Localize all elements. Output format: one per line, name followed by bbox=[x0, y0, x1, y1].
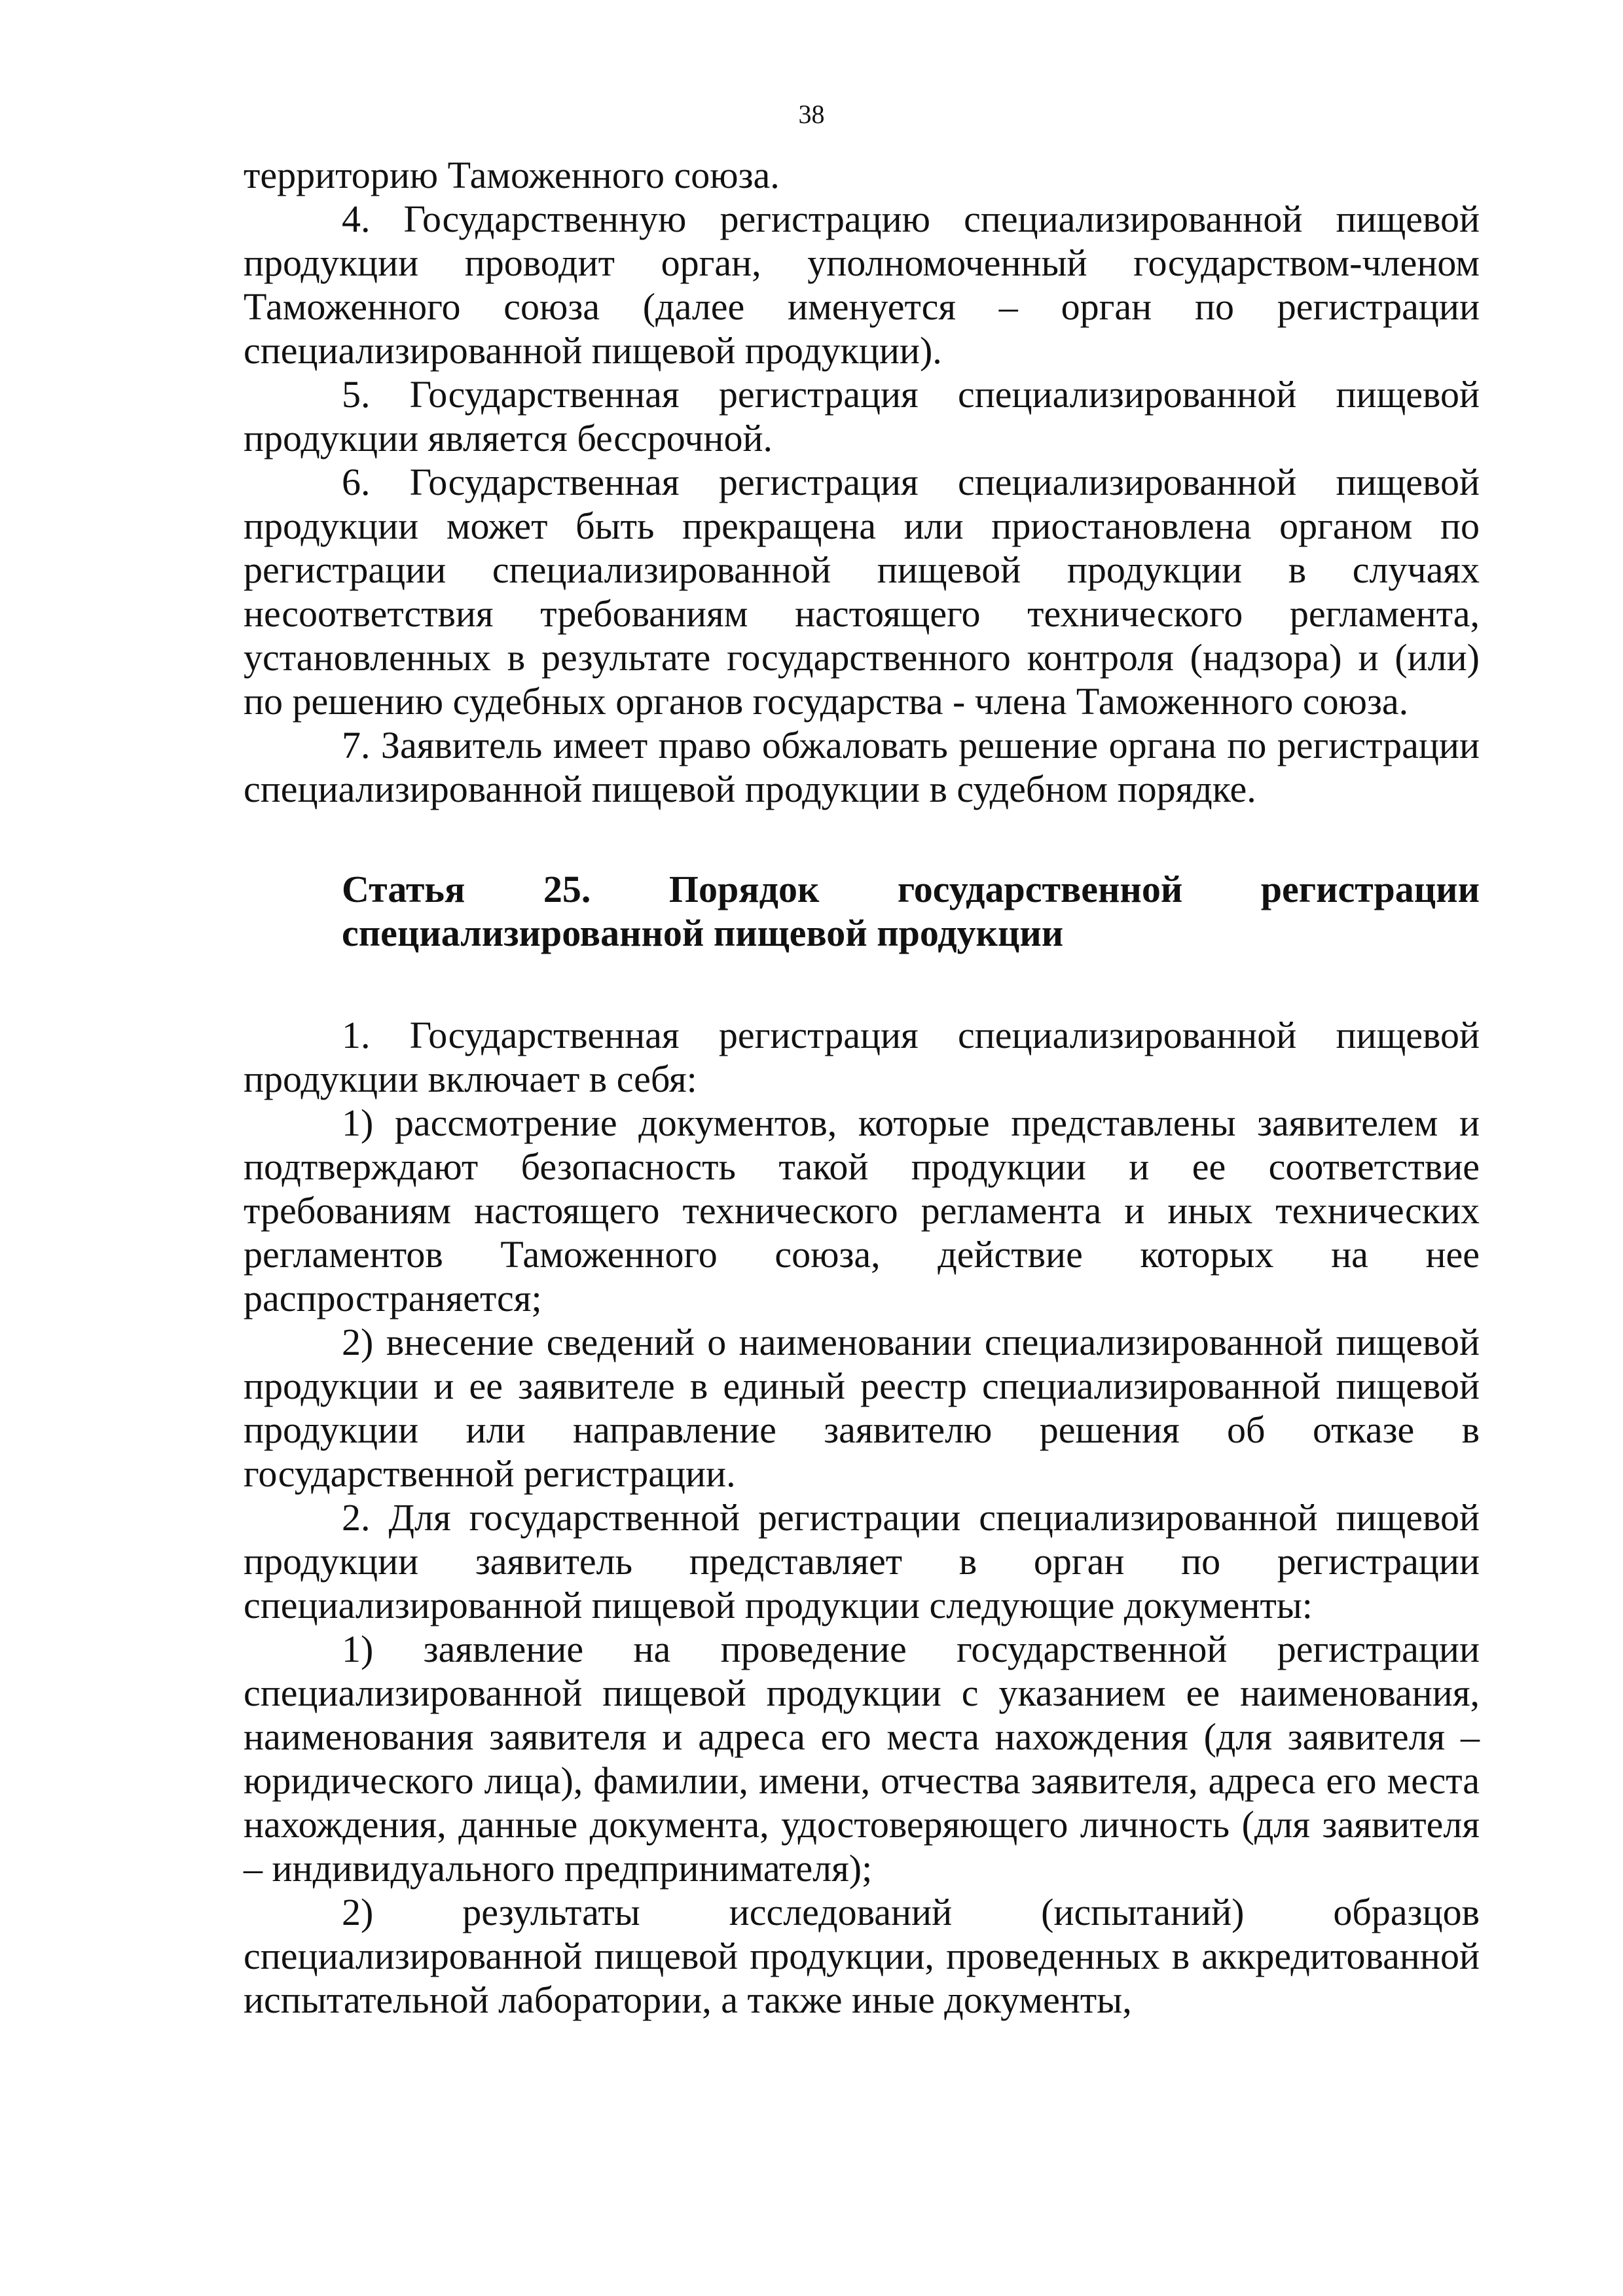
paragraph-clause-2: 2. Для государственной регистрации специализированной пищевой продукции заявитель представляет в орган по регистрации специализированной пищевой продукции следующие документы: bbox=[244, 1496, 1480, 1626]
paragraph-clause-1: 1. Государственная регистрация специализированной пищевой продукции включает в себя: bbox=[244, 1014, 1480, 1100]
paragraph-item-6: 6. Государственная регистрация специализированной пищевой продукции может быть прекращена или приостановлена органом по регистрации специализированной пищевой продукции в случаях несоответствия требованиям настоящего технического регламента, установленных в результате государственного контроля (надзора) и (или) по решению судебных органов государства - члена Таможенного союза. bbox=[244, 461, 1480, 723]
paragraph-item-4: 4. Государственную регистрацию специализированной пищевой продукции проводит орган, уполномоченный государством-членом Таможенного союза (далее именуется – орган по регистрации специализированной пищевой продукции). bbox=[244, 198, 1480, 372]
paragraph-continuation: территорию Таможенного союза. bbox=[244, 154, 780, 196]
paragraph-item-7: 7. Заявитель имеет право обжаловать решение органа по регистрации специализированной пищевой продукции в судебном порядке. bbox=[244, 724, 1480, 810]
paragraph-item-5: 5. Государственная регистрация специализированной пищевой продукции является бессрочной. bbox=[244, 373, 1480, 459]
page-number: 38 bbox=[798, 99, 825, 129]
paragraph-subclause-1-1: 1) рассмотрение документов, которые представлены заявителем и подтверждают безопасность такой продукции и ее соответствие требованиям настоящего технического регламента и иных технических регламентов Таможенного союза, действие которых на нее распространяется; bbox=[244, 1102, 1480, 1319]
document-body bbox=[244, 153, 1480, 2022]
article-heading: Статья 25. Порядок государственной регистрации специализированной пищевой продукции bbox=[342, 868, 1480, 954]
paragraph-subclause-1-2: 2) внесение сведений о наименовании специализированной пищевой продукции и ее заявителе в единый реестр специализированной пищевой продукции или направление заявителю решения об отказе в государственной регистрации. bbox=[244, 1321, 1480, 1495]
paragraph-subclause-2-2: 2) результаты исследований (испытаний) образцов специализированной пищевой продукции, проведенных в аккредитованной испытательной лаборатории, а также иные документы, bbox=[244, 1891, 1480, 2021]
paragraph-subclause-2-1: 1) заявление на проведение государственной регистрации специализированной пищевой продукции с указанием ее наименования, наименования заявителя и адреса его места нахождения (для заявителя – юридического лица), фамилии, имени, отчества заявителя, адреса его места нахождения, данные документа, удостоверяющего личность (для заявителя – индивидуального предпринимателя); bbox=[244, 1628, 1480, 1890]
